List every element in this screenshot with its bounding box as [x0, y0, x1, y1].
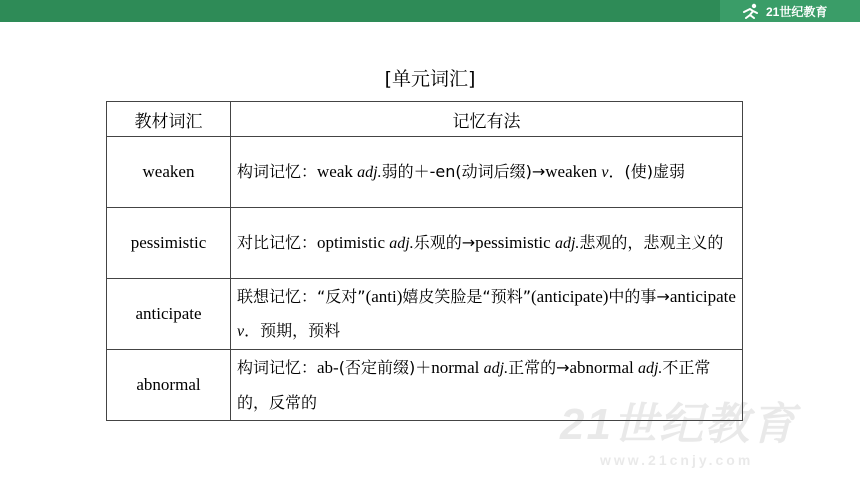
section-title: [单元词汇] — [384, 68, 476, 90]
memo-text: 弱的＋-en(动词后缀)→ — [381, 161, 546, 181]
memo-text: 乐观的→ — [413, 232, 476, 252]
memo-english: (anticipate) — [531, 286, 609, 306]
table-row — [107, 208, 743, 279]
memo-text: ．预期，预料 — [244, 320, 341, 340]
top-banner — [0, 0, 860, 22]
watermark-main: 21世纪教育 — [560, 400, 797, 449]
runner-icon — [740, 3, 762, 19]
memo-pos: adj. — [389, 234, 414, 252]
vocabulary-table — [106, 101, 743, 421]
memo-text: (否定前缀)＋ — [338, 357, 432, 377]
vocab-word: abnormal — [107, 350, 231, 421]
memo-text: 悲观的，悲观主义的 — [579, 232, 724, 252]
table-header-row — [107, 102, 743, 137]
watermark-url: www.21cnjy.com — [600, 452, 754, 468]
table-row — [107, 137, 743, 208]
memo-text: 联想记忆：“反对” — [237, 286, 366, 306]
memo-english: abnormal — [569, 357, 638, 377]
memo-english: pessimistic — [475, 232, 555, 252]
vocab-word: pessimistic — [107, 208, 231, 279]
memo-english: ab- — [317, 357, 339, 377]
vocab-word: anticipate — [107, 279, 231, 350]
memo-english: (anti) — [365, 286, 403, 306]
brand-logo — [740, 2, 827, 20]
watermark-logo — [560, 388, 840, 468]
memory-tip — [231, 279, 743, 350]
memo-english: anticipate — [669, 286, 736, 306]
memo-text: 对比记忆： — [237, 232, 318, 252]
memo-english: normal — [431, 357, 484, 377]
memo-text: 中的事→ — [608, 286, 670, 306]
memo-english: weak — [317, 161, 358, 181]
memo-pos: adj. — [637, 359, 663, 377]
table-row — [107, 279, 743, 350]
memo-pos: v — [237, 322, 245, 340]
memo-text: 构词记忆： — [237, 357, 318, 377]
memo-text: ．(使)虚弱 — [608, 161, 686, 181]
memo-text: 正常的→ — [508, 357, 570, 377]
memo-pos: adj. — [483, 359, 509, 377]
memory-tip — [231, 208, 743, 279]
memo-english: weaken — [545, 161, 602, 181]
logo-text: 21世纪教育 — [766, 4, 828, 19]
memo-text: 构词记忆： — [237, 161, 318, 181]
memo-pos: adj. — [357, 163, 382, 181]
memory-tip — [231, 137, 743, 208]
memo-text: 嬉皮笑脸是“预料” — [402, 286, 532, 306]
memo-text: 不正常的，反常的 — [237, 357, 711, 412]
column-header-word: 教材词汇 — [107, 102, 231, 137]
memo-pos: v — [601, 163, 609, 181]
vocab-word: weaken — [107, 137, 231, 208]
column-header-memo: 记忆有法 — [231, 102, 743, 137]
memo-pos: adj. — [554, 234, 580, 252]
memo-english: optimistic — [317, 232, 390, 252]
